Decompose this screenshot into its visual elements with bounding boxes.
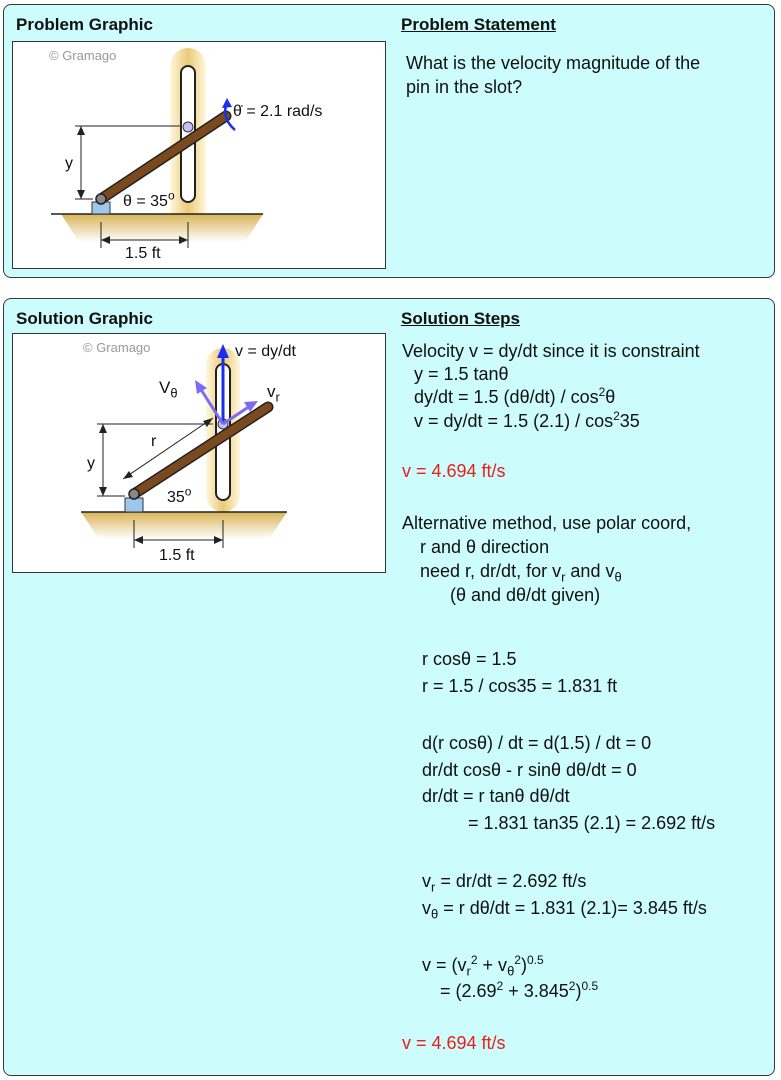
ground	[81, 512, 287, 539]
problem-statement-line2: pin in the slot?	[406, 77, 523, 97]
result-1: v = 4.694 ft/s	[402, 461, 506, 481]
solution-steps-title: Solution Steps	[401, 309, 520, 328]
step-line-15: $v_r = dr/dt = 2.692$ ft/s	[422, 871, 587, 895]
result-2: v = 4.694 ft/s	[402, 1033, 506, 1053]
pivot-support	[125, 498, 143, 512]
step-line-17: $v = (v_r^2 + v_\theta^2)^{0.5}$	[422, 953, 544, 979]
step-line-5: Alternative method, use polar coord,	[402, 513, 692, 533]
angle-label: 35$^o$	[167, 484, 192, 506]
step-line-8: (θ and dθ/dt given)	[450, 585, 601, 605]
vtheta-label: $V_\theta$	[159, 378, 178, 401]
step-line-10: r = 1.5 / cos35 = 1.831 ft	[422, 676, 618, 696]
problem-panel	[3, 4, 775, 278]
y-label: y	[65, 155, 73, 172]
slot-pin	[183, 122, 193, 132]
copyright: © Gramago	[83, 340, 151, 355]
pivot-pin	[96, 194, 106, 204]
step-line-9: r cosθ = 1.5	[422, 649, 517, 669]
step-line-1: Velocity v = dy/dt since it is constraint	[402, 341, 700, 361]
angle-label: $\theta = 35^o$	[123, 188, 175, 210]
step-line-7: need r, dr/dt, for $v_r$ and $v_\theta$	[420, 561, 622, 585]
problem-statement-title: Problem Statement	[401, 15, 556, 34]
r-label: r	[151, 433, 157, 450]
ground	[61, 214, 263, 242]
solution-graphic-title: Solution Graphic	[16, 309, 153, 328]
solution-figure	[12, 333, 386, 573]
y-label: y	[87, 455, 95, 472]
step-line-13: dr/dt = r tanθ dθ/dt	[422, 786, 570, 806]
solution-diagram	[13, 334, 386, 573]
problem-figure	[12, 41, 386, 269]
pivot-pin	[129, 489, 139, 499]
problem-statement-line1: What is the velocity magnitude of the	[406, 53, 701, 73]
problem-graphic-title: Problem Graphic	[16, 15, 153, 34]
solution-panel	[3, 298, 775, 1076]
step-line-12: dr/dt cosθ - r sinθ dθ/dt = 0	[422, 760, 637, 780]
step-line-6: r and θ direction	[420, 537, 550, 557]
step-line-16: $v_\theta = r$ dθ/dt = 1.831 (2.1)= 3.845 ft/s	[422, 898, 707, 922]
step-line-14: = 1.831 tan35 (2.1) = 2.692 ft/s	[468, 813, 716, 833]
step-line-4: v = dy/dt = 1.5 $(2.1) / \cos^235$	[414, 409, 640, 431]
dist-label: 1.5 ft	[125, 245, 161, 262]
v-label: v = dy/dt	[235, 343, 296, 360]
step-line-18: = $(2.69^2 + 3.845^2)^{0.5}$	[440, 979, 599, 1001]
step-line-2: y = 1.5 tanθ	[414, 364, 509, 384]
vr-label: $v_r$	[267, 382, 280, 405]
copyright: © Gramago	[49, 48, 117, 63]
omega-label: θ̇ = 2.1 rad/s	[233, 103, 323, 120]
step-line-11: d(r cosθ) / dt = d(1.5) / dt = 0	[422, 733, 652, 753]
step-line-3: dy/dt = 1.5 $(d\theta/dt) / \cos^2\theta$	[414, 385, 616, 407]
dist-label: 1.5 ft	[159, 547, 195, 564]
